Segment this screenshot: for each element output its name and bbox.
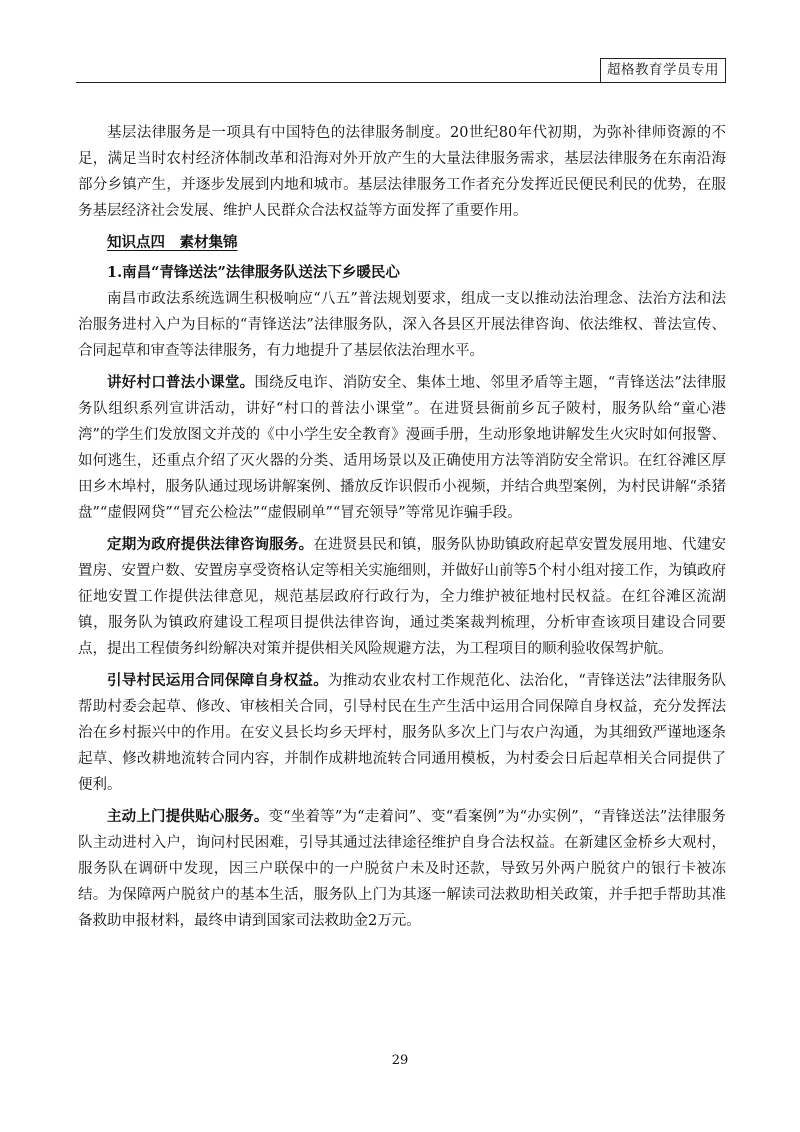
paragraph-lead: 讲好村口普法小课堂。	[107, 374, 255, 391]
page-number: 29	[391, 1053, 409, 1068]
paragraph-text: 变“坐着等”为“走着问”、变“看案例”为“办实例”，“青锋送法”法律服务队主动进村入户，询问村民困难，引导其通过法律途径维护自身合法权益。在新建区金桥乡大观村，服务队在调研中发现，因三户联保中的一户脱贫户未及时还款，导致另外两户脱贫户的银行卡被冻结。为保障两户脱贫户的基本生活，服务队上门为其逐一解读司法救助相关政策，并手把手帮助其准备救助申报材料，最终申请到国家司法救助金2万元。	[78, 809, 726, 929]
body-paragraph	[78, 370, 726, 526]
body-paragraph	[78, 286, 726, 364]
subsection-heading: 1.南昌“青锋送法”法律服务队送法下乡暖民心	[107, 264, 400, 281]
paragraph-text: 围绕反电诈、消防安全、集体土地、邻里矛盾等主题，“青锋送法”法律服务队组织系列宣讲活动，讲好“村口的普法小课堂”。在进贤县衙前乡瓦子陂村，服务队给“童心港湾”的学生们发放图文并茂的《中小学生安全教育》漫画手册，生动形象地讲解发生火灾时如何报警、如何逃生，还重点介绍了灭火器的分类、适用场景以及正确使用方法等消防安全常识。在红谷滩区厚田乡木埠村，服务队通过现场讲解案例、播放反诈识假币小视频，并结合典型案例，为村民讲解“杀猪盘”“虚假网贷”“冒充公检法”“虚假刷单”“冒充领导”等常见诈骗手段。	[78, 375, 727, 521]
paragraph-text: 南昌市政法系统选调生积极响应“八五”普法规划要求，组成一支以推动法治理念、法治方法和法治服务进村入户为目标的“青锋送法”法律服务队，深入各县区开展法律咨询、依法维权、普法宣传、合同起草和审查等法律服务，有力地提升了基层依法治理水平。	[78, 291, 726, 359]
paragraph-text: 在进贤县民和镇，服务队协助镇政府起草安置发展用地、代建安置房、安置户数、安置房享受资格认定等相关实施细则，并做好山前等5个村小组对接工作，为镇政府征地安置工作提供法律意见，规范基层政府行政行为，全力维护被征地村民权益。在红谷滩区流湖镇，服务队为镇政府建设工程项目提供法律咨询，通过类案裁判梳理，分析审查该项目建设合同要点，提出工程债务纠纷解决对策并提供相关风险规避方法，为工程项目的顺利验收保驾护航。	[78, 537, 727, 657]
document-body	[78, 120, 726, 934]
intro-paragraph: 基层法律服务是一项具有中国特色的法律服务制度。20世纪80年代初期，为弥补律师资源的不足，满足当时农村经济体制改革和沿海对外开放产生的大量法律服务需求，基层法律服务在东南沿海部分乡镇产生，并逐步发展到内地和城市。基层法律服务工作者充分发挥近民便民利民的优势，在服务基层经济社会发展、维护人民群众合法权益等方面发挥了重要作用。	[78, 125, 726, 219]
section-heading	[78, 230, 726, 256]
body-paragraph	[78, 804, 726, 934]
paragraph-lead: 主动上门提供贴心服务。	[107, 808, 269, 825]
paragraph-text: 为推动农业农村工作规范化、法治化，“青锋送法”法律服务队帮助村委会起草、修改、审核相关合同，引导村民在生产生活中运用合同保障自身权益，充分发挥法治在乡村振兴中的作用。在安义县长均乡天坪村，服务队多次上门与农户沟通，为其细致严谨地逐条起草、修改耕地流转合同内容，并制作成耕地流转合同通用模板，为村委会日后起草相关合同提供了便利。	[78, 673, 726, 793]
header-badge: 超格教育学员专用	[600, 58, 726, 83]
paragraph-lead: 引导村民运用合同保障自身权益。	[107, 672, 328, 689]
paragraph-lead: 定期为政府提供法律咨询服务。	[107, 536, 314, 553]
body-paragraph	[78, 668, 726, 798]
body-paragraph	[78, 532, 726, 662]
header-divider	[76, 82, 726, 83]
section-title: 知识点四 素材集锦	[107, 234, 238, 251]
